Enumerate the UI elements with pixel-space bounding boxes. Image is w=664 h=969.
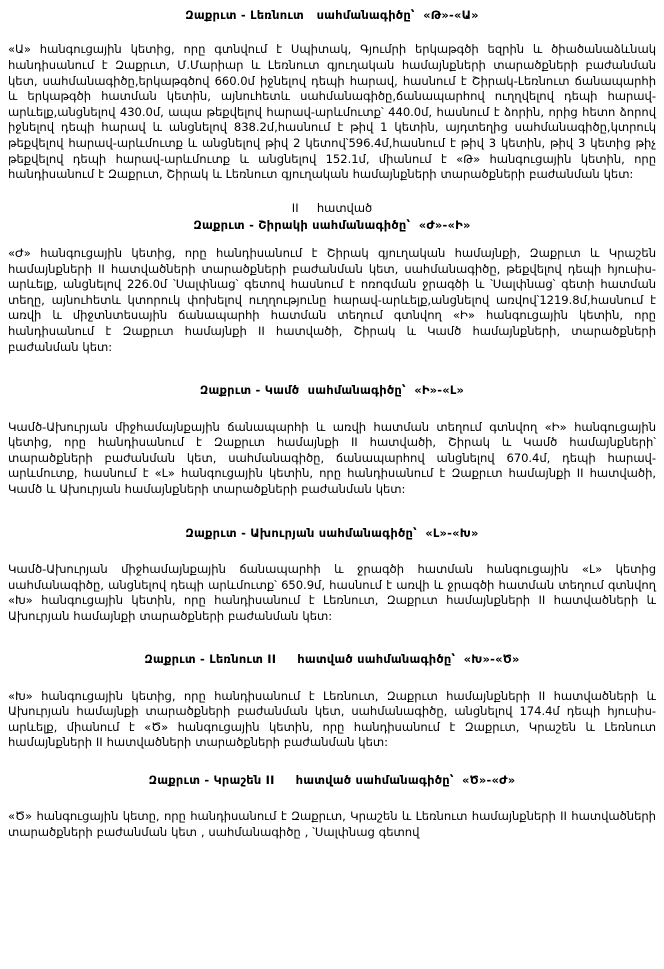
spacer: [8, 398, 656, 420]
section-body-7: «Ծ» հանգուցային կետը, որը հանդիսանում է Զաքրւտ, Կրաշեն և Լեռնուտ համայնքների II հատվածների տարածքների բաժանման կետ , սահմանագիծը , ՝Սալփնաց գետով: [8, 809, 656, 839]
spacer: [8, 540, 656, 562]
spacer: [8, 22, 656, 42]
spacer: [8, 355, 656, 383]
section-heading-1: Զաքրւտ - Լեռնուտ սահմանագիծը՝ «Թ»-«Ա»: [185, 8, 479, 22]
spacer: [8, 667, 656, 689]
spacer: [8, 624, 656, 652]
spacer: [8, 183, 656, 201]
section-body-4: Կամծ-Ախուրյան միջհամայնքային ճանապարհի և առվի հատման տեղում գտնվող «Ի» հանգուցային կետից, որը հանդիսանում է Զաքրւտ համայնքի II հատվածի, Շիրակ և Կամծ համայնքների՝ տարածքների բաժանման կետ, սահմանագիծը, ճանապարհով անցնելով 670.4մ, դեպի հարավ-արևմուտք, հասնում է «Լ» հանգուցային կետին, որը հանդիսանում է Զաքրւտ համայնքի II հատվածի, Կամծ և Ախուրյան համայնքների տարածքների բաժանման կետ:: [8, 419, 656, 496]
section-heading-3: Զաքրւտ - Շիրակի սահմանագիծը՝ «Ժ»-«Ի»: [193, 217, 471, 232]
section-heading-2: II հատված: [291, 200, 373, 215]
spacer: [8, 787, 656, 809]
spacer: [8, 232, 656, 246]
spacer: [8, 751, 656, 773]
section-body-3: «Ժ» հանգուցային կետից, որը հանդիսանում է Շիրակ գյուղական համայնքի, Զաքրւտ և Կրաշեն համայնքների II հատվածների տարածքների բաժանման կետ, սահմանագիծը, թեքվելով դեպի հյուսիս-արևելք, անցնելով 226.0մ ՝Սալփնաց՝ գետով հասնում է ոռոգման ջրագծի և ՝Սալփնաց՝ գետի հատման տեղը, այնուհետև կտորուկ փոխելով ուղղությունը հարավ-արևելք,անցնելով առվով՝1219.8մ,հասնում է առվի և միջտնտեսային ճանապարհի հատման տեղում գտնվող «Ի» հանգուցային կետին, որը հանդիսանում է Զաքրւտ համայնքի II հատվածի, Շիրակ և Կամծ համայնքների, տարածքների բաժանման կետ:: [8, 246, 656, 354]
spacer: [8, 498, 656, 526]
section-body-6: «Խ» հանգուցային կետից, որը հանդիսանում է Լեռնուտ, Զաքրւտ համայնքների II հատվածների և Ախուրյան համայնքի տարածքների բաժանման կետ, սահմանագիծը, անցնելով 174.4մ դեպի հյուսիս-արևելք, միանում է «Ծ» հանգուցային կետին, որը հանդիսանում է Զաքրւտ, Կրաշեն և Լեռնուտ համայնքների II հատվածների տարածքների բաժանման կետ:: [8, 688, 656, 750]
section-heading-7: Զաքրւտ - Կրաշեն II հատված սահմանագիծը՝ «Ծ»-«Ժ»: [148, 773, 516, 788]
section-heading-4: Զաքրւտ - Կամծ սահմանագիծը՝ «Ի»-«Լ»: [199, 383, 465, 398]
section-heading-6: Զաքրւտ - Լեռնուտ II հատված սահմանագիծը՝ «Խ»-«Ծ»: [144, 652, 520, 667]
section-heading-5: Զաքրւտ - Ախուրյան սահմանագիծը՝ «Լ»-«Խ»: [185, 525, 479, 540]
section-body-5: Կամծ-Ախուրյան միջհամայնքային ճանապարհի և ջրագծի հատման հանգուցային «Լ» կետից սահմանագիծը, անցնելով դեպի արևմուտք՝ 650.9մ, հասնում է առվի և ջրագծի հատման տեղում գտնվող «Խ» հանգուցային կետին, որը հանդիսանում է Լեռնուտ, Զաքրւտ համայնքների II հատվածների և Ախուրյան համայնքի տարածքների բաժանման կետ:: [8, 561, 656, 623]
section-body-1: «Ա» հանգուցային կետից, որը գտնվում է Սպիտակ, Գյումրի երկաթգծի եզրին և ծիածանաձևնակ հանդիսանում է Զաքրւտ, Մ.Մարիար և Լեռնուտ գյուղական համայնքների տարածքների բաժանման կետ, սահմանագիծը,երկաթգծով 660.0մ իջնելով դեպի հարավ, հասնում է Շիրակ-Լեռնուտ ճանապարհի և երկաթգծի հատման կետին, այնուհետև սահմանագիծը,ճանապարհով ուղղվելով դեպի հարավ-արևելք,անցնելով 430.0մ, ապա թեքվելով հարավ-արևմուտք՝ 440.0մ, հասնում է ձորին, որից հետո ձորով իջնելով դեպի հարավ և անցնելով 838.2մ,հասնում է թիվ 1 կետին, այդտեղից սահմանագիծը,կտրուկ թեքվելով հարավ-արևմուտք և անցնելով թիվ 2 կետով՝596.4մ,հասնում է թիվ 3 կետին, թիվ 3 կետից թիչ թեքվելով դեպի հարավ-արևմուտք և անցնելով 152.1մ, միանում է «Թ» հանգուցային կետին, որը հանդիսանում է Զաքրւտ, Շիրակ և Լեռնուտ գյուղական համայնքների տարածքների բաժանման կետ:: [8, 42, 656, 182]
